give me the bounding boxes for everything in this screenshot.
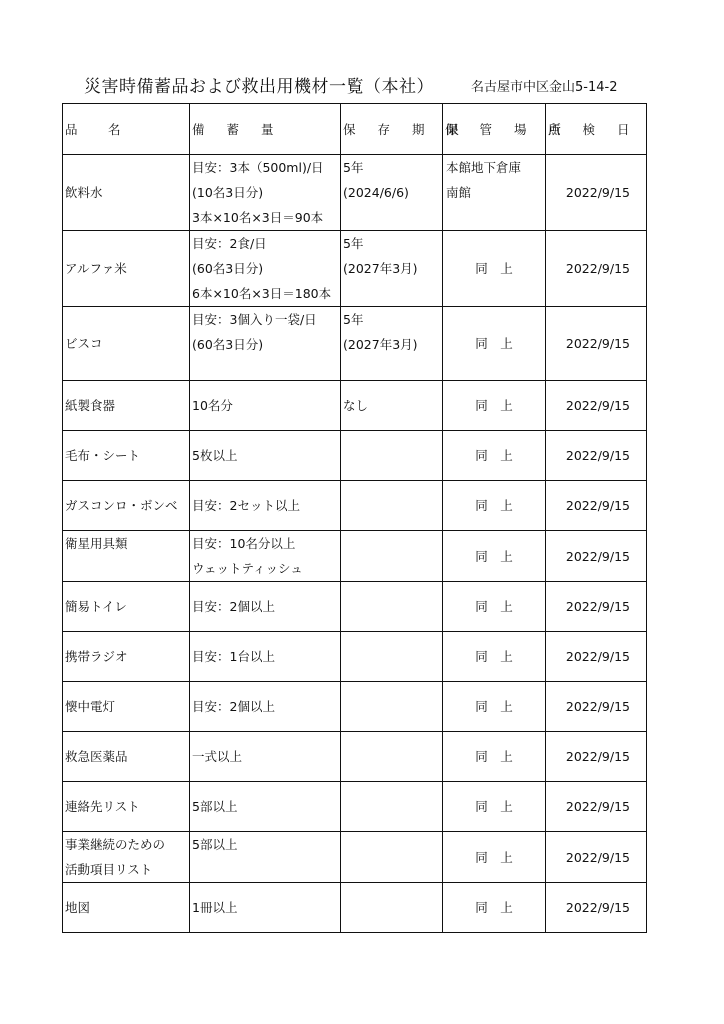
storage-location-cell-line: 同 上	[475, 749, 513, 764]
header-inspection-date: 点 検 日	[546, 104, 647, 155]
storage-location-cell-line: 同 上	[475, 336, 513, 351]
storage-location-cell-line: 同 上	[475, 548, 513, 564]
shelf-life-cell-line: なし	[343, 398, 369, 413]
storage-location-cell	[443, 732, 546, 782]
stock-amount-cell	[190, 531, 341, 582]
item-name-cell	[63, 531, 190, 582]
storage-location-cell-line: 同 上	[475, 398, 513, 413]
shelf-life-cell	[341, 832, 443, 883]
item-name-cell-line: 事業継続のための	[65, 837, 166, 852]
item-name-cell	[63, 782, 190, 832]
storage-location-cell-line: 同 上	[475, 799, 513, 814]
item-name-cell-line: 衛星用具類	[65, 536, 128, 551]
storage-location-cell	[443, 782, 546, 832]
item-name-cell-line: 携帯ラジオ	[65, 649, 128, 664]
stock-amount-cell-line: 目安：2個以上	[192, 599, 275, 614]
stock-amount-cell-line: 1冊以上	[192, 900, 238, 915]
stock-amount-cell	[190, 307, 341, 381]
table-row	[63, 531, 647, 582]
item-name-cell	[63, 582, 190, 632]
storage-location-cell-line: 同 上	[475, 599, 513, 614]
shelf-life-cell	[341, 782, 443, 832]
shelf-life-cell-line: (2027年3月)	[343, 261, 418, 276]
inspection-date-cell: 2022/9/15	[546, 381, 647, 431]
storage-location-cell	[443, 431, 546, 481]
stock-amount-cell-line: 一式以上	[192, 749, 243, 764]
item-name-cell	[63, 231, 190, 307]
storage-location-cell-line: 同 上	[475, 498, 513, 513]
table-row	[63, 682, 647, 732]
inspection-date-cell: 2022/9/15	[546, 632, 647, 682]
table-row	[63, 632, 647, 682]
item-name-cell-line: 救急医薬品	[65, 749, 128, 764]
table-row	[63, 431, 647, 481]
header-item-name: 品 名	[63, 104, 190, 155]
stock-amount-cell	[190, 782, 341, 832]
shelf-life-cell	[341, 682, 443, 732]
header-shelf-life: 保 存 期 限	[341, 104, 443, 155]
stock-amount-cell-line: 10名分	[192, 398, 233, 413]
storage-location-cell-line: 同 上	[475, 699, 513, 714]
item-name-cell-line: 飲料水	[65, 185, 103, 200]
stock-amount-cell	[190, 632, 341, 682]
storage-location-cell	[443, 381, 546, 431]
shelf-life-cell	[341, 632, 443, 682]
storage-location-cell	[443, 883, 546, 933]
stock-amount-cell	[190, 682, 341, 732]
shelf-life-cell	[341, 883, 443, 933]
item-name-cell-line: ビスコ	[65, 336, 103, 351]
item-name-cell	[63, 832, 190, 883]
shelf-life-cell	[341, 307, 443, 381]
stock-amount-cell	[190, 431, 341, 481]
stock-amount-cell	[190, 732, 341, 782]
stock-amount-cell-line: (60名3日分)	[192, 337, 264, 352]
table-row	[63, 307, 647, 381]
item-name-cell-line: 地図	[65, 900, 91, 915]
item-name-cell-line: 活動項目リスト	[65, 862, 153, 877]
item-name-cell	[63, 682, 190, 732]
storage-location-cell-line: 同 上	[475, 649, 513, 664]
shelf-life-cell-line: (2024/6/6)	[343, 185, 409, 200]
shelf-life-cell-line: 5年	[343, 236, 364, 251]
header-stock-amount: 備 蓄 量	[190, 104, 341, 155]
inspection-date-cell: 2022/9/15	[546, 481, 647, 531]
storage-location-cell	[443, 155, 546, 231]
stock-amount-cell-line: 6本×10名×3日＝180本	[192, 286, 332, 301]
inspection-date-cell: 2022/9/15	[546, 732, 647, 782]
company-address: 名古屋市中区金山5-14-2	[471, 80, 618, 95]
item-name-cell	[63, 732, 190, 782]
shelf-life-cell	[341, 155, 443, 231]
item-name-cell-line: ガスコンロ・ボンベ	[65, 498, 178, 513]
item-name-cell	[63, 632, 190, 682]
inspection-date-cell: 2022/9/15	[546, 832, 647, 883]
storage-location-cell	[443, 231, 546, 307]
item-name-cell	[63, 155, 190, 231]
table-row	[63, 582, 647, 632]
stock-amount-cell-line: 目安：2セット以上	[192, 498, 300, 513]
item-name-cell	[63, 381, 190, 431]
inspection-date-cell: 2022/9/15	[546, 883, 647, 933]
storage-location-cell-line: 南館	[446, 185, 472, 200]
storage-location-cell	[443, 632, 546, 682]
storage-location-cell-line: 同 上	[475, 849, 513, 865]
item-name-cell	[63, 307, 190, 381]
stock-amount-cell-line: 目安：1台以上	[192, 649, 275, 664]
stock-amount-cell-line: 5枚以上	[192, 448, 238, 463]
shelf-life-cell	[341, 582, 443, 632]
item-name-cell	[63, 883, 190, 933]
stock-amount-cell-line: 目安：2個以上	[192, 699, 275, 714]
stock-amount-cell-line: 目安：3個入り一袋/日	[192, 312, 317, 327]
inspection-date-cell: 2022/9/15	[546, 682, 647, 732]
header-storage-location: 保 管 場 所	[443, 104, 546, 155]
table-row	[63, 481, 647, 531]
item-name-cell	[63, 431, 190, 481]
inspection-date-cell: 2022/9/15	[546, 155, 647, 231]
table-row	[63, 732, 647, 782]
inspection-date-cell: 2022/9/15	[546, 782, 647, 832]
item-name-cell	[63, 481, 190, 531]
table-row	[63, 381, 647, 431]
shelf-life-cell-line: 5年	[343, 312, 364, 327]
shelf-life-cell	[341, 481, 443, 531]
stock-amount-cell	[190, 582, 341, 632]
shelf-life-cell-line: (2027年3月)	[343, 337, 418, 352]
table-row	[63, 832, 647, 883]
storage-location-cell	[443, 481, 546, 531]
stock-amount-cell	[190, 231, 341, 307]
shelf-life-cell	[341, 732, 443, 782]
stock-amount-cell	[190, 155, 341, 231]
inspection-date-cell: 2022/9/15	[546, 431, 647, 481]
stock-amount-cell	[190, 883, 341, 933]
table-row	[63, 231, 647, 307]
item-name-cell-line: アルファ米	[65, 261, 127, 276]
storage-location-cell	[443, 531, 546, 582]
storage-location-cell-line: 本館地下倉庫	[446, 160, 522, 175]
stock-amount-cell	[190, 381, 341, 431]
storage-location-cell	[443, 582, 546, 632]
storage-location-cell	[443, 682, 546, 732]
document-title: 災害時備蓄品および救出用機材一覧（本社）	[84, 77, 434, 97]
stock-amount-cell-line: 目安：2食/日	[192, 236, 267, 251]
stock-amount-cell-line: (60名3日分)	[192, 261, 264, 276]
inspection-date-cell: 2022/9/15	[546, 582, 647, 632]
shelf-life-cell	[341, 381, 443, 431]
item-name-cell-line: 簡易トイレ	[65, 599, 127, 614]
stock-amount-cell-line: 目安：10名分以上	[192, 536, 296, 551]
stock-amount-cell	[190, 832, 341, 883]
item-name-cell-line: 紙製食器	[65, 398, 116, 413]
shelf-life-cell	[341, 531, 443, 582]
shelf-life-cell-line: 5年	[343, 160, 364, 175]
item-name-cell-line: 懐中電灯	[65, 699, 116, 714]
stock-amount-cell-line: 目安：3本（500ml)/日	[192, 160, 324, 175]
storage-location-cell-line: 同 上	[475, 261, 513, 276]
stock-amount-cell-line: 5部以上	[192, 837, 238, 852]
shelf-life-cell	[341, 231, 443, 307]
storage-location-cell	[443, 832, 546, 883]
table-header-row	[63, 104, 647, 155]
stock-amount-cell	[190, 481, 341, 531]
table-row	[63, 782, 647, 832]
storage-location-cell-line: 同 上	[475, 448, 513, 463]
inspection-date-cell: 2022/9/15	[546, 231, 647, 307]
table-row	[63, 155, 647, 231]
stockpile-table	[62, 103, 647, 933]
item-name-cell-line: 毛布・シート	[65, 448, 141, 463]
item-name-cell-line: 連絡先リスト	[65, 799, 140, 814]
storage-location-cell-line: 同 上	[475, 900, 513, 915]
shelf-life-cell	[341, 431, 443, 481]
table-row	[63, 883, 647, 933]
stock-amount-cell-line: 5部以上	[192, 799, 238, 814]
stock-amount-cell-line: 3本×10名×3日＝90本	[192, 210, 324, 225]
stock-amount-cell-line: ウェットティッシュ	[192, 561, 303, 576]
storage-location-cell	[443, 307, 546, 381]
stock-amount-cell-line: (10名3日分)	[192, 185, 264, 200]
inspection-date-cell: 2022/9/15	[546, 307, 647, 381]
inspection-date-cell: 2022/9/15	[546, 531, 647, 582]
